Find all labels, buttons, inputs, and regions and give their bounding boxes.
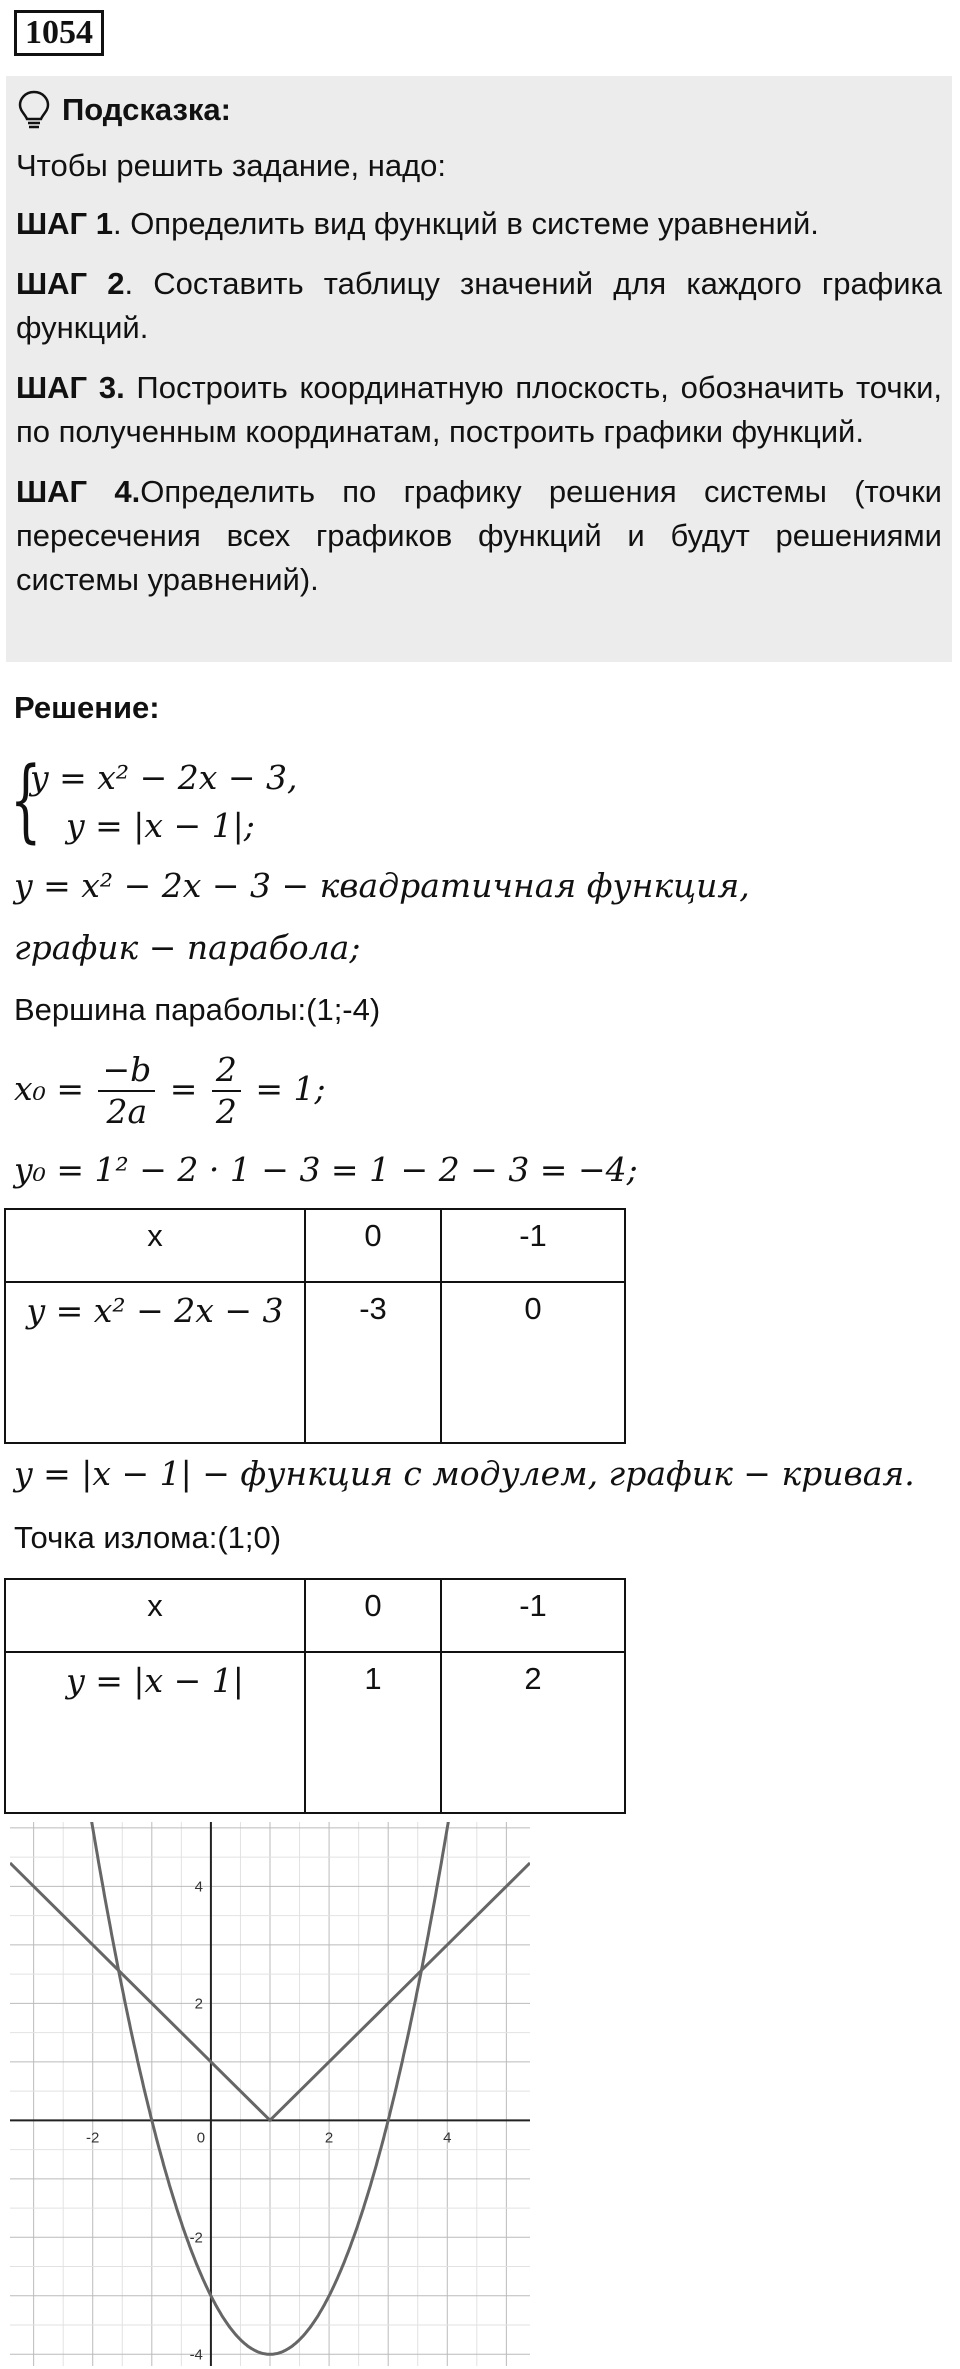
y0-formula: y₀ = 1² − 2 · 1 − 3 = 1 − 2 − 3 = −4; bbox=[14, 1150, 638, 1189]
x0-lhs: x₀ = bbox=[14, 1069, 84, 1108]
system-brace: { bbox=[10, 748, 42, 853]
step-label: ШАГ 1 bbox=[16, 206, 113, 241]
x0-rhs: = 1; bbox=[255, 1069, 326, 1108]
hint-step-2 bbox=[16, 262, 942, 350]
quadratic-function-line: y = x² − 2x − 3 − квадратичная функция, bbox=[14, 866, 750, 905]
table-row bbox=[5, 1282, 625, 1443]
value-table-parabola bbox=[4, 1208, 626, 1444]
fraction bbox=[98, 1050, 155, 1132]
hint-header bbox=[16, 82, 942, 138]
x-tick-label: -2 bbox=[86, 2129, 100, 2147]
x0-formula bbox=[14, 1050, 326, 1132]
step-label: ШАГ 4. bbox=[16, 474, 141, 509]
function-graph bbox=[10, 1822, 530, 2366]
value-table-modulus bbox=[4, 1578, 626, 1814]
table-cell: x bbox=[5, 1209, 305, 1282]
y-tick-label: 4 bbox=[194, 1878, 203, 1896]
step-text: Определить по графику решения системы (точки пересечения всех графиков функций и будут решениями системы уравнений). bbox=[16, 474, 942, 597]
modulus-function-line: y = |x − 1| − функция с модулем, график − кривая. bbox=[14, 1454, 915, 1493]
hint-step-3 bbox=[16, 366, 942, 454]
kink-point-text: Точка излома:(1;0) bbox=[14, 1520, 282, 1555]
numerator: 2 bbox=[212, 1050, 241, 1092]
table-row bbox=[5, 1652, 625, 1813]
table-row bbox=[5, 1209, 625, 1282]
table-cell: 1 bbox=[305, 1652, 441, 1813]
parabola-line: график − парабола; bbox=[14, 928, 361, 967]
system-equation-2: y = |x − 1|; bbox=[66, 806, 255, 845]
vertex-text: Вершина параболы:(1;-4) bbox=[14, 992, 381, 1027]
step-text: . Определить вид функций в системе уравнений. bbox=[112, 206, 819, 241]
table-cell: 0 bbox=[441, 1282, 625, 1443]
hint-intro: Чтобы решить задание, надо: bbox=[16, 148, 447, 183]
x-tick-label: 0 bbox=[196, 2129, 206, 2147]
step-label: ШАГ 2 bbox=[16, 266, 125, 301]
step-label: ШАГ 3. bbox=[16, 370, 125, 405]
y-tick-label: 2 bbox=[194, 1995, 203, 2013]
x-tick-label: 2 bbox=[324, 2129, 334, 2147]
step-text: Построить координатную плоскость, обозначить точки, по полученным координатам, построить графики функций. bbox=[16, 370, 942, 449]
hint-step-4 bbox=[16, 470, 942, 602]
x-tick-label: 4 bbox=[443, 2129, 452, 2147]
table-row bbox=[5, 1579, 625, 1652]
step-text: . Составить таблицу значений для каждого графика функций. bbox=[16, 266, 942, 345]
table-cell: 2 bbox=[441, 1652, 625, 1813]
table-cell: 0 bbox=[305, 1209, 441, 1282]
table-cell: -1 bbox=[441, 1579, 625, 1652]
solution-title: Решение: bbox=[14, 690, 160, 725]
table-cell: -3 bbox=[305, 1282, 441, 1443]
y-tick-label: -4 bbox=[189, 2346, 203, 2364]
system-equation-1: y = x² − 2x − 3, bbox=[30, 758, 298, 797]
lightbulb-icon bbox=[16, 89, 52, 131]
fraction bbox=[212, 1050, 241, 1132]
hint-box bbox=[6, 76, 952, 662]
table-cell: y = |x − 1| bbox=[5, 1652, 305, 1813]
hint-step-1 bbox=[16, 202, 942, 246]
denominator: 2a bbox=[106, 1092, 148, 1131]
equals: = bbox=[169, 1069, 198, 1108]
table-cell: -1 bbox=[441, 1209, 625, 1282]
table-cell: y = x² − 2x − 3 bbox=[5, 1282, 305, 1443]
table-cell: x bbox=[5, 1579, 305, 1652]
numerator: −b bbox=[98, 1050, 155, 1092]
hint-title: Подсказка: bbox=[62, 92, 231, 127]
y-tick-label: -2 bbox=[189, 2229, 203, 2247]
problem-number: 1054 bbox=[14, 10, 104, 56]
denominator: 2 bbox=[215, 1092, 237, 1131]
table-cell: 0 bbox=[305, 1579, 441, 1652]
